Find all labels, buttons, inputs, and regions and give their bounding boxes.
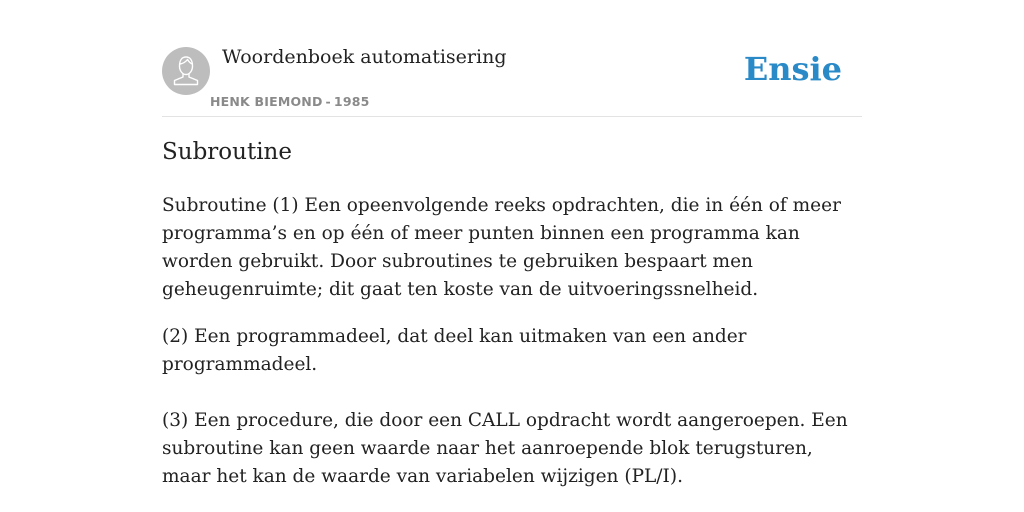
entry-paragraph: (2) Een programmadeel, dat deel kan uitmaken van een ander programmadeel.	[162, 326, 747, 375]
publication-year: 1985	[333, 94, 370, 109]
user-outline-icon	[162, 47, 210, 95]
book-title[interactable]: Woordenboek automatisering	[222, 46, 507, 68]
byline-separator: -	[325, 94, 331, 109]
entry-paragraph: Subroutine (1) Een opeenvolgende reeks opdrachten, die in één of meer programma’s en op één of meer punten binnen een programma kan worden gebruikt. Door subroutines te gebruiken bespaart men geheugenruimte; dit gaat ten koste van de uitvoeringssnelheid.	[162, 195, 841, 300]
author-avatar	[162, 47, 210, 95]
entry-paragraph: (3) Een procedure, die door een CALL opdracht wordt aangeroepen. Een subroutine kan geen waarde naar het aanroepende blok terugsturen, maar het kan de waarde van variabelen wijzigen (PL/I).	[162, 410, 848, 487]
ensie-logo-link[interactable]: Ensie	[743, 50, 842, 88]
author-name[interactable]: HENK BIEMOND	[210, 94, 323, 109]
entry-title: Subroutine	[162, 139, 292, 165]
author-byline	[210, 94, 370, 109]
entry-body	[162, 192, 862, 491]
header	[162, 46, 862, 117]
